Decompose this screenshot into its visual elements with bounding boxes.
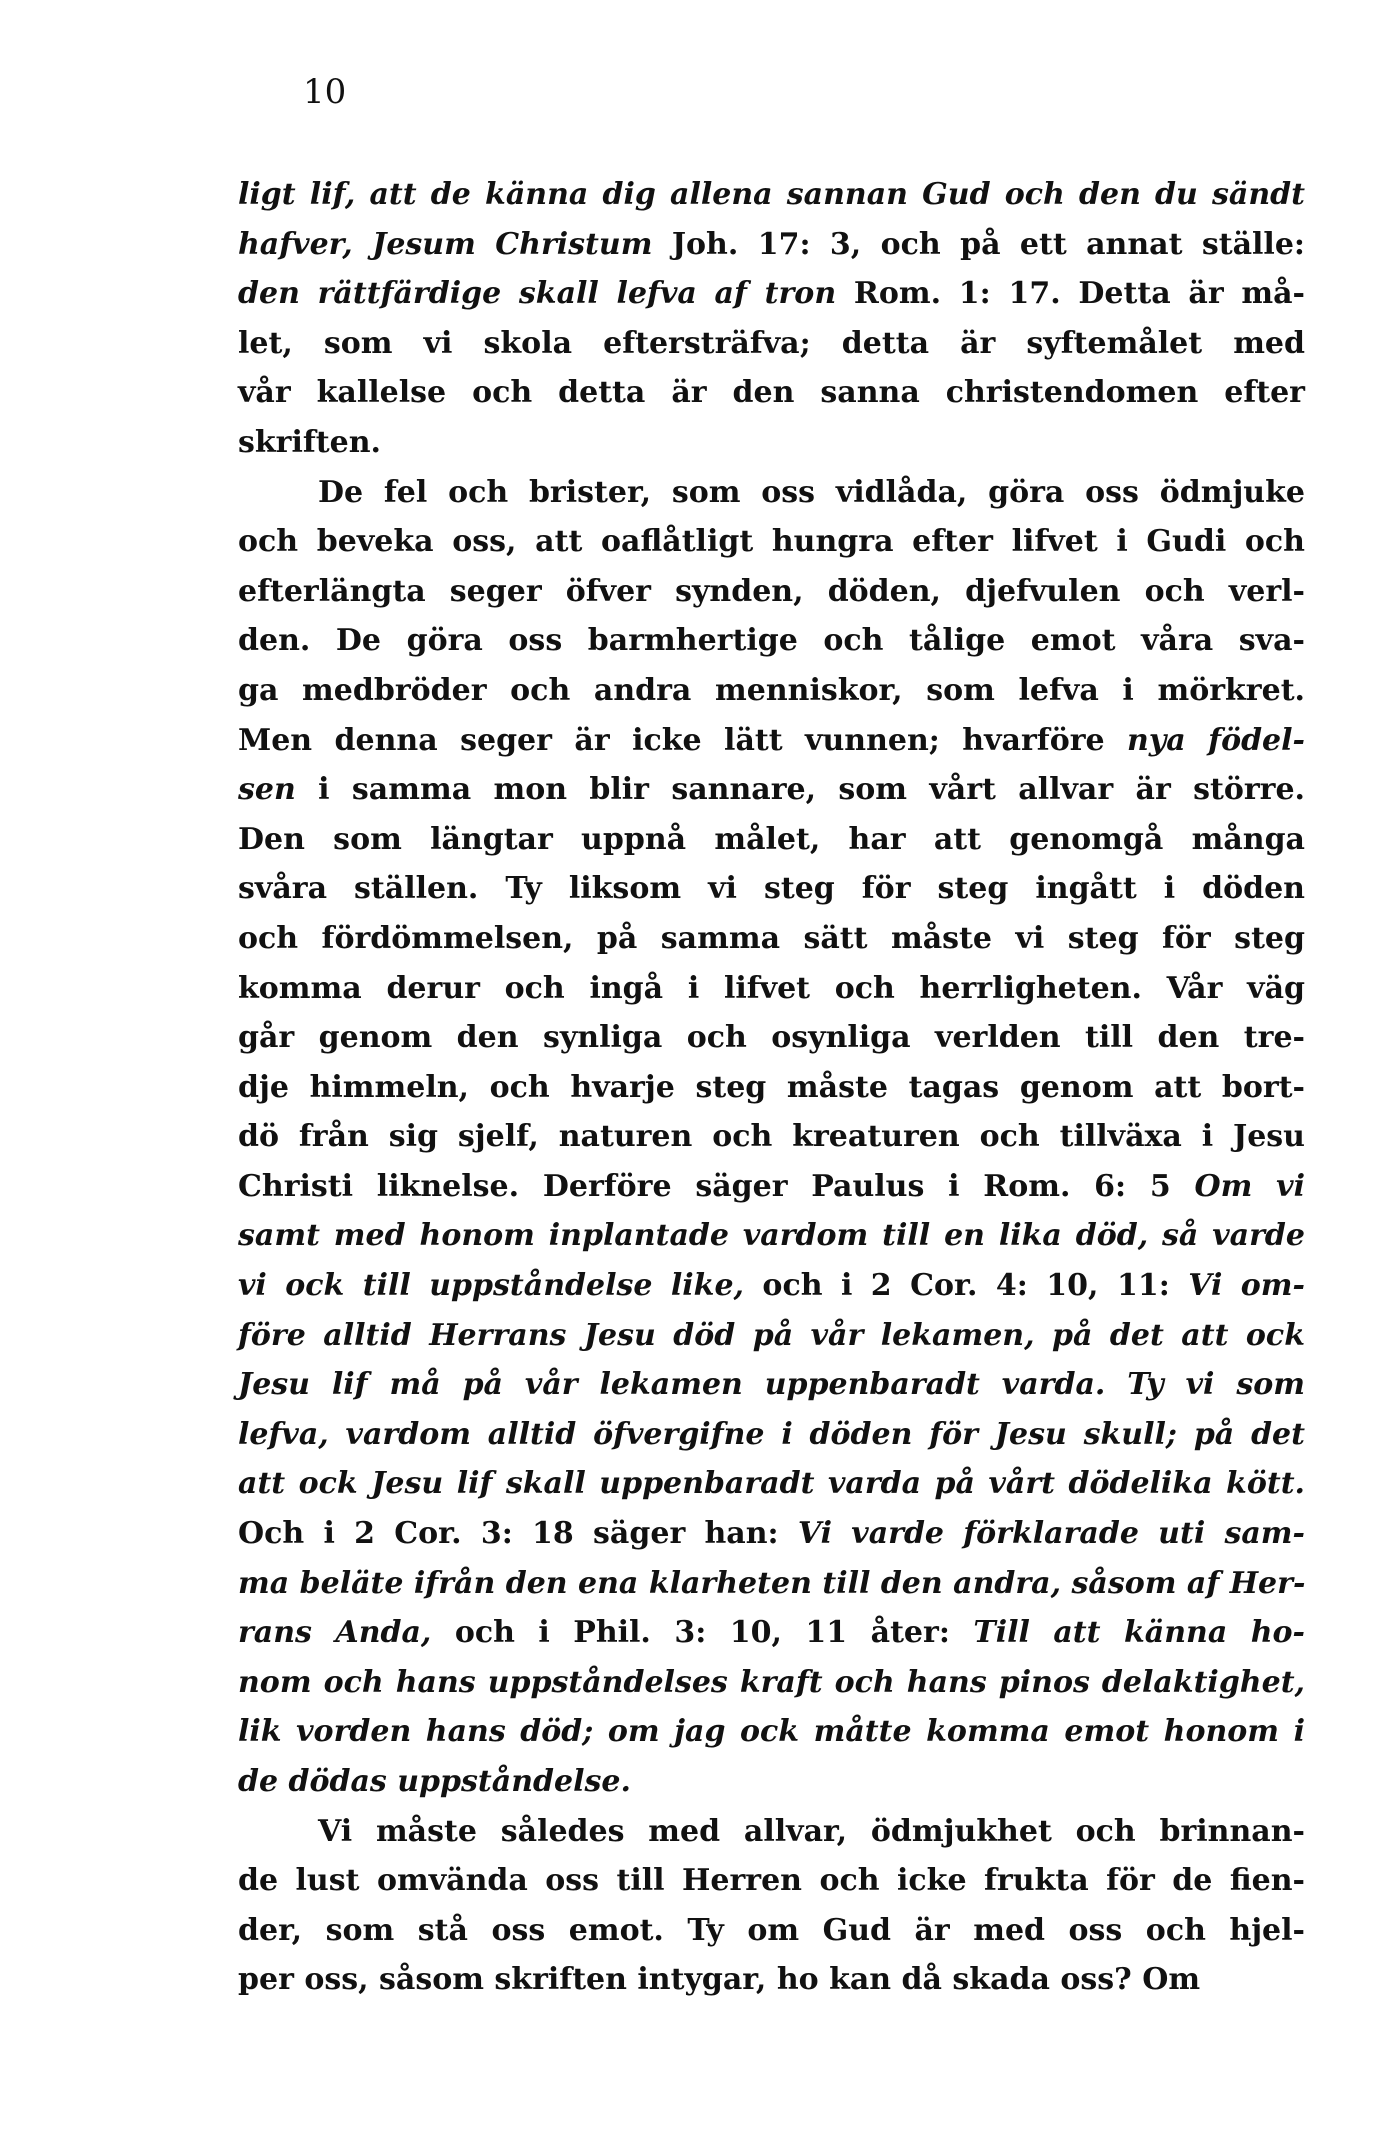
italic-text: samt med honom inplantade vardom till en lika död, så varde — [238, 1218, 1305, 1254]
italic-text: de dödas uppståndelse. — [238, 1764, 631, 1799]
text-span: efterlängta seger öfver synden, döden, djefvulen och verl- — [238, 573, 1305, 609]
text-span: Christi liknelse. Derföre säger Paulus i Rom. 6: 5 — [238, 1168, 1195, 1204]
text-span: komma derur och ingå i lifvet och herrligheten. Vår väg — [238, 970, 1305, 1006]
text-span: Rom. 1: 17. Detta är må- — [836, 276, 1305, 312]
text-span: De fel och brister, som oss vidlåda, göra oss ödmjuke — [318, 474, 1305, 510]
italic-text: hafver, Jesum Christum — [238, 226, 653, 262]
text-line — [238, 1261, 1305, 1311]
text-line — [238, 1608, 1305, 1658]
text-span: och i Phil. 3: 10, 11 åter: — [431, 1615, 974, 1651]
body-text — [238, 170, 1305, 2005]
text-span: Den som längtar uppnå målet, har att genomgå många — [238, 821, 1305, 857]
italic-text: den rättfärdige skall lefva af tron — [238, 276, 837, 312]
text-line — [238, 864, 1305, 914]
text-line — [238, 269, 1305, 319]
italic-text: lik vorden hans död; om jag ock måtte komma emot honom i — [238, 1714, 1305, 1750]
text-line — [238, 1459, 1305, 1509]
text-line — [238, 815, 1305, 865]
text-span: svåra ställen. Ty liksom vi steg för steg ingått i döden — [238, 871, 1305, 907]
italic-text: Vi om- — [1188, 1268, 1305, 1304]
text-span: i samma mon blir sannare, som vårt allvar är större. — [295, 772, 1305, 808]
text-line — [238, 1509, 1305, 1559]
text-line — [238, 765, 1305, 815]
text-line — [238, 1360, 1305, 1410]
italic-text: nya födel- — [1127, 722, 1305, 758]
text-line — [238, 1063, 1305, 1113]
italic-text: Vi varde förklarade uti sam- — [797, 1516, 1306, 1552]
text-line — [238, 567, 1305, 617]
text-line — [238, 1955, 1305, 2005]
text-span: dje himmeln, och hvarje steg måste tagas genom att bort- — [238, 1069, 1305, 1105]
text-line — [238, 1311, 1305, 1361]
text-line — [238, 1856, 1305, 1906]
text-line — [238, 964, 1305, 1014]
text-line — [238, 716, 1305, 766]
page-number: 10 — [303, 72, 347, 112]
text-span: ga medbröder och andra menniskor, som lefva i mörkret. — [238, 672, 1305, 708]
text-line — [238, 1807, 1305, 1857]
text-line — [238, 1906, 1305, 1956]
text-span: let, som vi skola eftersträfva; detta är syftemålet med — [238, 325, 1305, 361]
italic-text: Om vi — [1194, 1168, 1305, 1204]
text-line — [238, 517, 1305, 567]
text-span: och beveka oss, att oaflåtligt hungra efter lifvet i Gudi och — [238, 524, 1305, 560]
text-line — [238, 666, 1305, 716]
text-line — [238, 616, 1305, 666]
text-span: Och i 2 Cor. 3: 18 säger han: — [238, 1516, 798, 1552]
text-span: skriften. — [238, 424, 381, 460]
text-line — [238, 1658, 1305, 1708]
italic-text: nom och hans uppståndelses kraft och hans pinos delaktighet, — [238, 1664, 1305, 1700]
text-span: Vi måste således med allvar, ödmjukhet och brinnan- — [318, 1813, 1305, 1849]
text-line — [238, 418, 1305, 468]
text-line — [238, 468, 1305, 518]
text-span: och fördömmelsen, på samma sätt måste vi steg för steg — [238, 920, 1305, 956]
text-span: går genom den synliga och osynliga verlden till den tre- — [238, 1020, 1305, 1056]
text-span: de lust omvända oss till Herren och icke frukta för de fien- — [238, 1863, 1305, 1899]
text-line — [238, 1112, 1305, 1162]
text-line — [238, 220, 1305, 270]
text-line — [238, 1559, 1305, 1609]
italic-text: rans Anda, — [238, 1615, 432, 1651]
italic-text: vi ock till uppståndelse like, — [238, 1268, 744, 1304]
italic-text: lefva, vardom alltid öfvergifne i döden för Jesu skull; på det — [238, 1416, 1305, 1452]
text-span: vår kallelse och detta är den sanna christendomen efter — [238, 375, 1305, 411]
text-line — [238, 1162, 1305, 1212]
text-line — [238, 1211, 1305, 1261]
italic-text: ligt lif, att de känna dig allena sannan Gud och den du sändt — [238, 177, 1305, 212]
italic-text: sen — [238, 772, 296, 808]
italic-text: att ock Jesu lif skall uppenbaradt varda på vårt dödelika kött. — [238, 1466, 1305, 1502]
text-line — [238, 1757, 1305, 1807]
text-line — [238, 1410, 1305, 1460]
italic-text: före alltid Herrans Jesu död på vår lekamen, på det att ock — [238, 1317, 1305, 1353]
text-span: dö från sig sjelf, naturen och kreaturen och tillväxa i Jesu — [238, 1119, 1305, 1155]
text-span: der, som stå oss emot. Ty om Gud är med oss och hjel- — [238, 1912, 1305, 1948]
italic-text: Jesu lif må på vår lekamen uppenbaradt varda. Ty vi som — [238, 1367, 1305, 1403]
italic-text: ma beläte ifrån den ena klarheten till den andra, såsom af Her- — [238, 1565, 1306, 1601]
text-line — [238, 1707, 1305, 1757]
italic-text: Till att känna ho- — [973, 1615, 1306, 1651]
text-span: den. De göra oss barmhertige och tålige emot våra sva- — [238, 623, 1305, 659]
text-span: och i 2 Cor. 4: 10, 11: — [744, 1268, 1189, 1304]
text-span: Men denna seger är icke lätt vunnen; hvarföre — [238, 722, 1128, 758]
text-line — [238, 368, 1305, 418]
text-line — [238, 319, 1305, 369]
text-span: per oss, såsom skriften intygar, ho kan då skada oss? Om — [238, 1962, 1201, 1998]
text-line — [238, 1013, 1305, 1063]
text-span: Joh. 17: 3, och på ett annat ställe: — [652, 226, 1305, 262]
text-line — [238, 914, 1305, 964]
text-line — [238, 170, 1305, 220]
